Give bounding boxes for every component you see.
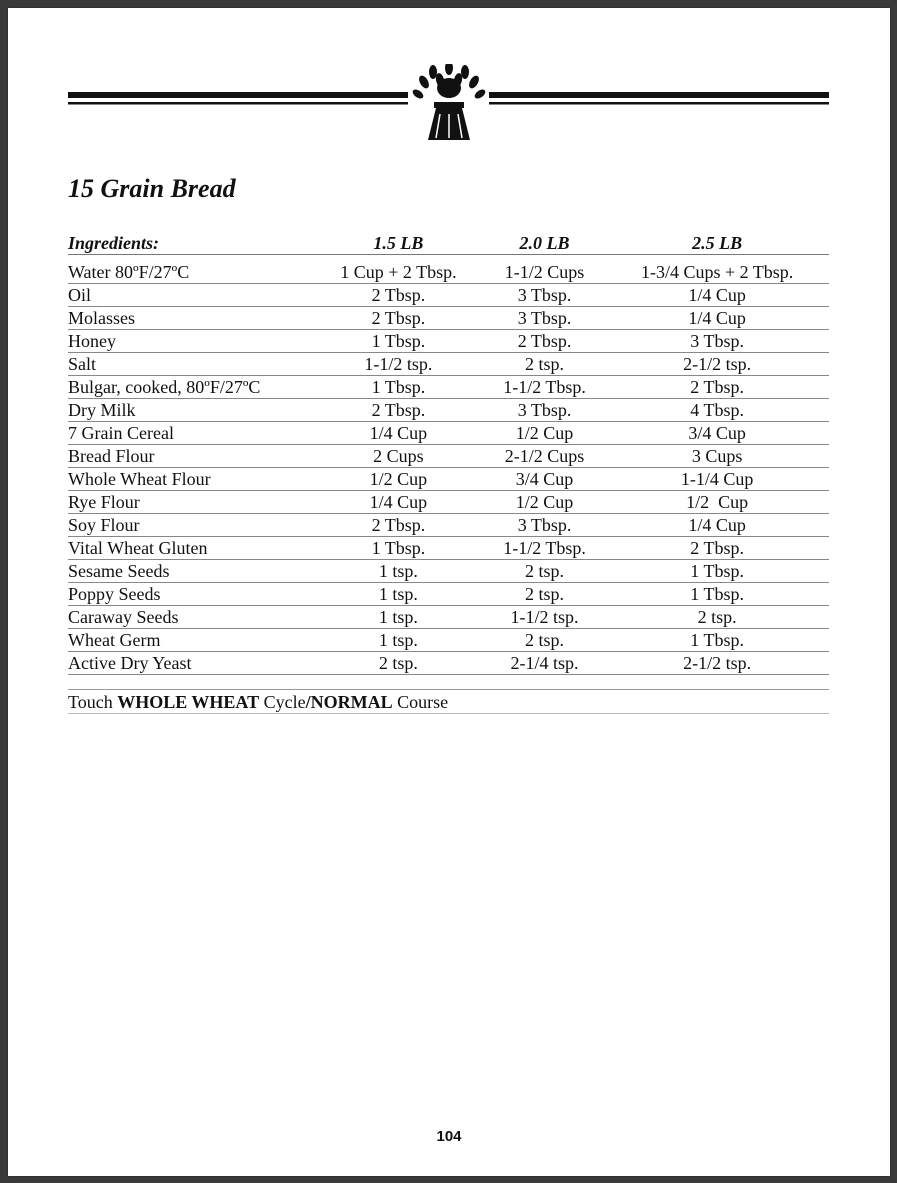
cycle-instruction — [68, 691, 448, 713]
ingredient-name: Active Dry Yeast — [68, 652, 313, 675]
amount-1-5-lb: 1 tsp. — [313, 629, 484, 652]
instruction-prefix: Touch — [68, 692, 118, 712]
amount-1-5-lb: 1 Cup + 2 Tbsp. — [313, 255, 484, 284]
amount-1-5-lb: 2 Cups — [313, 445, 484, 468]
amount-2-0-lb: 3 Tbsp. — [484, 307, 605, 330]
amount-2-5-lb: 1/4 Cup — [605, 307, 829, 330]
amount-1-5-lb: 1 tsp. — [313, 606, 484, 629]
amount-2-5-lb: 1-1/4 Cup — [605, 468, 829, 491]
table-row — [68, 255, 829, 284]
table-row — [68, 514, 829, 537]
ingredient-name: Dry Milk — [68, 399, 313, 422]
table-row — [68, 652, 829, 675]
amount-2-5-lb: 1-3/4 Cups + 2 Tbsp. — [605, 255, 829, 284]
recipe-page — [8, 8, 890, 1176]
amount-2-0-lb: 2 Tbsp. — [484, 330, 605, 353]
instruction-slash: / — [305, 692, 311, 712]
table-row — [68, 583, 829, 606]
amount-1-5-lb: 2 Tbsp. — [313, 399, 484, 422]
amount-1-5-lb: 2 Tbsp. — [313, 307, 484, 330]
table-row — [68, 468, 829, 491]
recipe-title: 15 Grain Bread — [68, 174, 236, 203]
amount-2-5-lb: 3 Cups — [605, 445, 829, 468]
amount-2-0-lb: 3 Tbsp. — [484, 284, 605, 307]
amount-2-5-lb: 4 Tbsp. — [605, 399, 829, 422]
ingredients-header: Ingredients: — [68, 228, 313, 255]
amount-1-5-lb: 1/4 Cup — [313, 491, 484, 514]
amount-1-5-lb: 1 tsp. — [313, 583, 484, 606]
amount-2-0-lb: 3 Tbsp. — [484, 514, 605, 537]
amount-2-0-lb: 2 tsp. — [484, 560, 605, 583]
amount-1-5-lb: 1-1/2 tsp. — [313, 353, 484, 376]
amount-1-5-lb: 1 Tbsp. — [313, 376, 484, 399]
amount-2-0-lb: 2 tsp. — [484, 629, 605, 652]
table-row — [68, 330, 829, 353]
ingredient-name: Soy Flour — [68, 514, 313, 537]
amount-1-5-lb: 1 Tbsp. — [313, 330, 484, 353]
amount-1-5-lb: 2 tsp. — [313, 652, 484, 675]
table-row — [68, 376, 829, 399]
amount-2-5-lb: 2 Tbsp. — [605, 376, 829, 399]
table-row — [68, 491, 829, 514]
amount-2-0-lb: 3 Tbsp. — [484, 399, 605, 422]
amount-2-5-lb: 1/4 Cup — [605, 514, 829, 537]
amount-2-0-lb: 1/2 Cup — [484, 422, 605, 445]
amount-2-5-lb: 2-1/2 tsp. — [605, 353, 829, 376]
amount-1-5-lb: 2 Tbsp. — [313, 514, 484, 537]
amount-2-5-lb: 1 Tbsp. — [605, 629, 829, 652]
size-2-5-lb-header: 2.5 LB — [605, 228, 829, 255]
ingredient-name: Honey — [68, 330, 313, 353]
cycle-name: WHOLE WHEAT — [117, 692, 260, 712]
amount-2-5-lb: 3/4 Cup — [605, 422, 829, 445]
table-row — [68, 606, 829, 629]
amount-2-5-lb: 3 Tbsp. — [605, 330, 829, 353]
amount-2-5-lb: 1/4 Cup — [605, 284, 829, 307]
ingredient-name: 7 Grain Cereal — [68, 422, 313, 445]
amount-1-5-lb: 1/2 Cup — [313, 468, 484, 491]
ingredient-name: Wheat Germ — [68, 629, 313, 652]
size-1-5-lb-header: 1.5 LB — [313, 228, 484, 255]
ingredient-name: Sesame Seeds — [68, 560, 313, 583]
ingredient-name: Water 80ºF/27ºC — [68, 255, 313, 284]
instruction-suffix: Course — [392, 692, 449, 712]
table-row — [68, 629, 829, 652]
amount-2-5-lb: 1/2 Cup — [605, 491, 829, 514]
instruction-top-divider — [68, 689, 829, 690]
page-number: 104 — [436, 1128, 462, 1145]
ingredients-table — [68, 228, 829, 675]
ingredient-name: Salt — [68, 353, 313, 376]
ingredient-name: Caraway Seeds — [68, 606, 313, 629]
ingredient-name: Whole Wheat Flour — [68, 468, 313, 491]
table-row — [68, 353, 829, 376]
table-row — [68, 445, 829, 468]
ingredient-name: Oil — [68, 284, 313, 307]
table-row — [68, 537, 829, 560]
amount-2-0-lb: 2 tsp. — [484, 353, 605, 376]
table-header-row — [68, 228, 829, 255]
amount-1-5-lb: 1 tsp. — [313, 560, 484, 583]
table-row — [68, 422, 829, 445]
table-row — [68, 307, 829, 330]
ingredient-name: Rye Flour — [68, 491, 313, 514]
amount-1-5-lb: 2 Tbsp. — [313, 284, 484, 307]
amount-2-0-lb: 1-1/2 tsp. — [484, 606, 605, 629]
amount-2-5-lb: 2-1/2 tsp. — [605, 652, 829, 675]
amount-1-5-lb: 1 Tbsp. — [313, 537, 484, 560]
ingredient-name: Bulgar, cooked, 80ºF/27ºC — [68, 376, 313, 399]
instruction-cycle-word: Cycle — [259, 692, 306, 712]
amount-2-0-lb: 1-1/2 Tbsp. — [484, 376, 605, 399]
amount-2-0-lb: 3/4 Cup — [484, 468, 605, 491]
table-row — [68, 284, 829, 307]
ingredient-name: Vital Wheat Gluten — [68, 537, 313, 560]
amount-2-0-lb: 1-1/2 Tbsp. — [484, 537, 605, 560]
size-2-0-lb-header: 2.0 LB — [484, 228, 605, 255]
amount-2-0-lb: 2-1/2 Cups — [484, 445, 605, 468]
ingredient-name: Poppy Seeds — [68, 583, 313, 606]
amount-2-0-lb: 2 tsp. — [484, 583, 605, 606]
ingredient-name: Bread Flour — [68, 445, 313, 468]
table-row — [68, 399, 829, 422]
amount-2-0-lb: 2-1/4 tsp. — [484, 652, 605, 675]
course-name: NORMAL — [310, 692, 393, 712]
amount-2-0-lb: 1/2 Cup — [484, 491, 605, 514]
amount-1-5-lb: 1/4 Cup — [313, 422, 484, 445]
wheat-sheaf-header-ornament — [68, 64, 829, 144]
table-row — [68, 560, 829, 583]
amount-2-5-lb: 1 Tbsp. — [605, 560, 829, 583]
amount-2-5-lb: 1 Tbsp. — [605, 583, 829, 606]
amount-2-5-lb: 2 tsp. — [605, 606, 829, 629]
ingredient-name: Molasses — [68, 307, 313, 330]
amount-2-5-lb: 2 Tbsp. — [605, 537, 829, 560]
amount-2-0-lb: 1-1/2 Cups — [484, 255, 605, 284]
instruction-bottom-divider — [68, 713, 829, 714]
